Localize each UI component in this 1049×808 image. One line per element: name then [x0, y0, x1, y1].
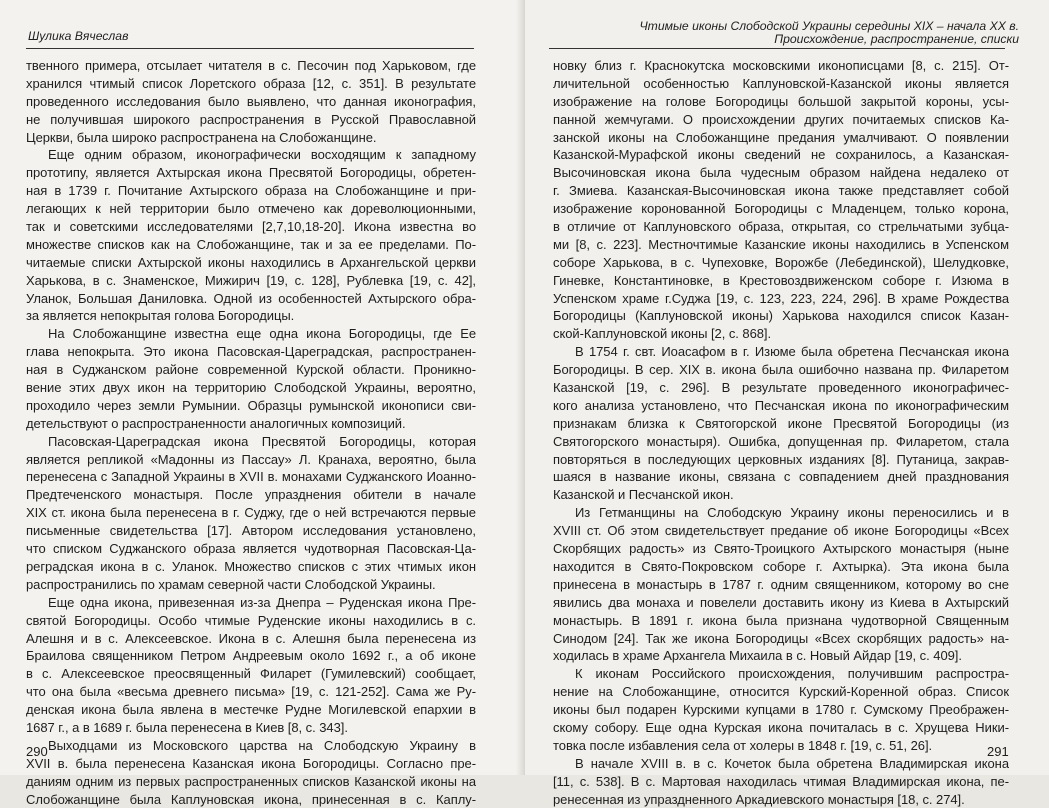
text-line: повторяться в последующих церковных изданиях [8]. Путаница, закрав-	[553, 451, 1009, 467]
left-running-header: Шулика Вячеслав	[28, 29, 129, 43]
text-line: хранился чтимый список Лоретского образа [12, с. 351]. В результате	[26, 75, 476, 91]
text-line: проведенного исследования было выявлено, что данная иконография,	[26, 93, 476, 109]
text-line: Пасовская-Цареградская икона Пресвятой Богородицы, которая	[48, 433, 476, 449]
text-line: легающих к ней территории было отмечено как дореволюционными,	[26, 201, 476, 217]
text-line: В начале XVIII в. в с. Кочеток была обретена Владимирская икона	[575, 755, 1009, 771]
text-line: изображение на голове Богородицы большой закрытой короны, усы-	[553, 93, 1009, 109]
text-line: Высочиновская икона была чудесным образом найдена недалеко от	[553, 165, 1009, 181]
text-line: [11, с. 538]. В с. Мартовая находилась чтимая Владимирская икона, пе-	[553, 773, 1009, 789]
text-line: является репликой «Мадонны из Пассау» Л. Кранаха, вероятно, была	[26, 451, 476, 467]
left-page	[0, 0, 522, 807]
right-body-text	[553, 57, 1009, 808]
text-line: 1687 г., а в 1689 г. была перенесена в Киев [8, с. 343].	[26, 719, 348, 735]
text-line: глава непокрыта. Это икона Пасовская-Цареградская, распространен-	[26, 344, 476, 360]
right-header-rule	[549, 48, 1005, 49]
text-line: Уланок, Большая Даниловка. Одной из особенностей Ахтырского обра-	[26, 290, 476, 306]
text-line: скому собору. Еще одна Курская икона почиталась в с. Хрущева Ники-	[553, 719, 1009, 735]
text-line: святой Богородицы. Особо чтимые Руденские иконы находились в с.	[26, 612, 476, 628]
text-line: признакам близка к Святогорской иконе Пресвятой Богородицы (из	[553, 415, 1009, 431]
text-line: даниям одним из первых распространенных списков Казанской иконы на	[26, 773, 476, 789]
text-line: Предтеченского монастыря. После упразднения обители в начале	[26, 487, 476, 503]
right-header-subtitle: Происхождение, распространение, списки	[774, 32, 1019, 46]
text-line: в с. Алексеевское преосвященный Филарет (Гумилевский) сообщает,	[26, 666, 476, 682]
text-line: г. Змиева. Казанская-Высочиновская икона также представляет собой	[553, 183, 1009, 199]
text-line: явились два монаха и повелели доставить икону из Киева в Ахтырский	[553, 594, 1009, 610]
text-line: перенесена с Западной Украины в XVII в. монахами Суджанского Иоанно-	[26, 469, 476, 485]
text-line: реградская икона в с. Уланок. Множество списков с этих чтимых икон	[26, 558, 476, 574]
text-line: ренесенная из упраздненного Аркадиевского монастыря [18, с. 274].	[553, 791, 965, 807]
text-line: Синодом [24]. Так же икона Богородицы «Всех скорбящих радость» на-	[553, 630, 1009, 646]
text-line: Алешня и в с. Алексеевское. Икона в с. Алешня была перенесена из	[26, 630, 476, 646]
text-line: Казанской [19, с. 296]. В результате проведенного иконографичес-	[553, 380, 1009, 396]
text-line: Из Гетманщины на Слободскую Украину иконы переносились и в	[575, 505, 1009, 521]
text-line: так и советскими исследователями [2,7,10,18-20]. Икона известна во	[26, 219, 476, 235]
text-line: изображение коронованной Богородицы с Младенцем, только корона,	[553, 201, 1009, 217]
text-line: Казанской-Мурафской иконы сведений не сохранилось, а Казанская-	[553, 147, 1009, 163]
text-line: нение на Слобожанщине, относится Курский-Коренной образ. Список	[553, 684, 1009, 700]
text-line: Успенском храме г.Суджа [19, с. 123, 223, 224, 296]. В храме Рождества	[553, 290, 1009, 306]
text-line: Казанской и Песчанской икон.	[553, 487, 734, 503]
text-line: К иконам Российского происхождения, получившим распростра-	[575, 666, 1009, 682]
text-line: Харькова, в с. Знаменское, Мижирич [19, с. 128], Рублевка [19, с. 42],	[26, 272, 476, 288]
text-line: что она была «весьма древнего письма» [19, с. 121-252]. Сама же Ру-	[26, 684, 476, 700]
text-line: находится в Свято-Покровском соборе г. Ахтырка). Эта икона была	[553, 558, 1009, 574]
text-line: вение этих двух икон на территорию Слободской Украины, вероятно,	[26, 380, 476, 396]
text-line: Богородицы. В сер. XIX в. икона была ошибочно названа пр. Филаретом	[553, 362, 1009, 378]
text-line: за является непокрытая голова Богородицы.	[26, 308, 295, 324]
text-line: XIX ст. икона была перенесена в г. Суджу, где о ней встречаются первые	[26, 505, 476, 521]
right-running-header	[539, 20, 1019, 46]
text-line: письменные свидетельства [17]. Автором исследования установлено,	[26, 523, 476, 539]
left-header-rule	[26, 48, 474, 49]
text-line: в отличие от Каплуновского образа, открытая, со стрельчатыми зубца-	[553, 219, 1009, 235]
text-line: проходило через земли Румынии. Образцы румынской иконописи сви-	[26, 397, 476, 413]
text-line: ми [8, с. 223]. Местночтимые Казанские иконы находились в Успенском	[553, 236, 1009, 252]
text-line: иконы был подарен Курскими купцами в 1780 г. Сумскому Преображен-	[553, 702, 1009, 718]
text-line: твенного примера, отсылает читателя в с. Песочин под Харьковом, где	[26, 58, 476, 73]
text-line: ходилась в храме Архангела Михаила в с. Новый Айдар [19, с. 409].	[553, 648, 962, 664]
text-line: Скорбящих радость» из Свято-Троицкого Ахтырского монастыря (ныне	[553, 541, 1009, 557]
text-line: соборе Харькова, в с. Чупеховке, Ворожбе (Лебединской), Шелудковке,	[553, 254, 1009, 270]
text-line: читаемые списки Ахтырской иконы находились в Архангельской церкви	[26, 254, 476, 270]
text-line: шаяся в название иконы, связана с совпадением дней празднования	[553, 469, 1009, 485]
text-line: Браилова священником Петром Андреевым около 1692 г., а об иконе	[26, 648, 476, 664]
text-line: Еще одна икона, привезенная из-за Днепра – Руденская икона Пре-	[48, 594, 476, 610]
text-line: принесена в монастырь в 1787 г. одним священником, которому во сне	[553, 576, 1009, 592]
text-line: ная в Суджанском районе современной Курской области. Проникно-	[26, 362, 476, 378]
text-line: личительной особенностью Каплуновской-Казанской иконы является	[553, 75, 1009, 91]
text-line: Выходцами из Московского царства на Слободскую Украину в	[48, 737, 476, 753]
text-line: ской-Каплуновской иконы [2, с. 868].	[553, 326, 772, 342]
left-page-number: 290	[26, 744, 48, 759]
text-line: распространились по храмам северной части Слободской Украины.	[26, 576, 436, 592]
text-line: новку близ г. Краснокутска московскими иконописцами [8, с. 215]. От-	[553, 58, 1009, 73]
text-line: Гиневке, Константиновке, в Крестовоздвиженском соборе г. Изюма в	[553, 272, 1009, 288]
text-line: панной жемчугами. О происхождении других почитаемых списков Ка-	[553, 111, 1009, 127]
right-header-title: Чтимые иконы Слободской Украины середины XIX – начала XX в.	[639, 19, 1019, 33]
text-line: денская икона была явлена в местечке Рудне Могилевской епархии в	[26, 702, 476, 718]
text-line: кого анализа установлено, что Песчанская икона по иконографическим	[553, 397, 1009, 413]
right-page	[525, 0, 1049, 807]
text-line: прототипу, является Ахтырская икона Пресвятой Богородицы, обретен-	[26, 165, 476, 181]
text-line: На Слобожанщине известна еще одна икона Богородицы, где Ее	[48, 326, 476, 342]
text-line: не получившая широкого распространения в Русской Православной	[26, 111, 476, 127]
text-line: Еще одним образом, иконографически восходящим к западному	[48, 147, 476, 163]
text-line: ная в 1739 г. Почитание Ахтырского образа на Слобожанщине и при-	[26, 183, 476, 199]
text-line: монастырь. В 1891 г. икона была признана чудотворной Священным	[553, 612, 1009, 628]
text-line: товка после избавления села от холеры в 1848 г. [19, с. 51, 26].	[553, 737, 933, 753]
text-line: В 1754 г. свт. Иоасафом в г. Изюме была обретена Песчанская икона	[575, 344, 1009, 360]
text-line: множестве списков как на Слобожанщине, так и за ее пределами. По-	[26, 236, 476, 252]
text-line: детельствуют о распространенности аналогичных композиций.	[26, 415, 406, 431]
text-line: Церкви, была широко распространена на Слобожанщине.	[26, 129, 377, 145]
text-line: XVII в. была перенесена Казанская икона Богородицы. Согласно пре-	[26, 755, 476, 771]
text-line: XVIII ст. Об этом свидетельствует предание об иконе Богородицы «Всех	[553, 523, 1009, 539]
text-line: что списком Суджанского образа является чудотворная Пасовская-Ца-	[26, 541, 476, 557]
text-line: Святогорского монастыря). Ошибка, допущенная пр. Филаретом, стала	[553, 433, 1009, 449]
text-line: Слобожанщине была Каплуновская икона, принесенная в с. Каплу-	[26, 791, 476, 807]
text-line: Богородицы (Каплуновской иконы) Харькова находился список Казан-	[553, 308, 1009, 324]
right-page-number: 291	[987, 744, 1009, 759]
text-line: занской иконы на Слобожанщине предания умалчивают. О появлении	[553, 129, 1009, 145]
left-body-text	[26, 57, 476, 808]
